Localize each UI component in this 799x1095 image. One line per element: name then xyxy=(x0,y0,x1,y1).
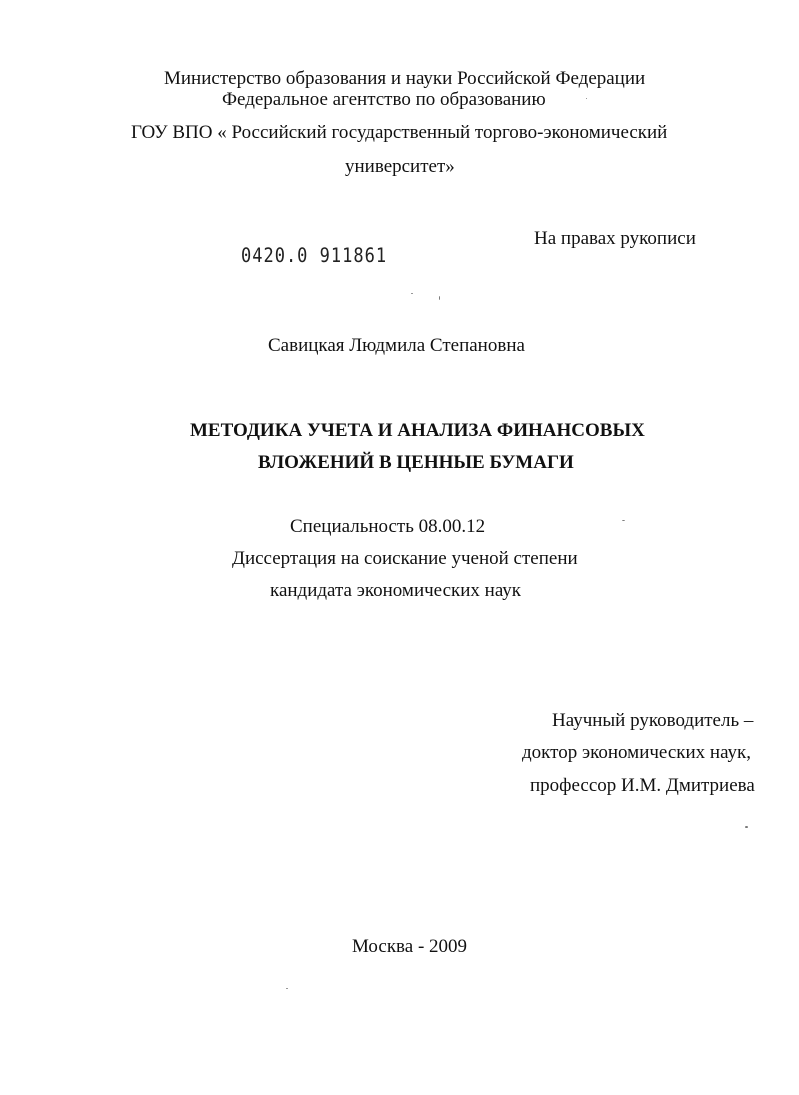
supervisor-line-1: Научный руководитель – xyxy=(552,710,754,731)
scan-speck xyxy=(286,988,288,989)
agency-line: Федеральное агентство по образованию xyxy=(222,89,546,110)
scan-speck xyxy=(439,296,440,300)
specialty-line: Специальность 08.00.12 xyxy=(290,516,486,537)
supervisor-line-2: доктор экономических наук, xyxy=(522,742,752,763)
dissertation-degree-line-2: кандидата экономических наук xyxy=(270,580,522,601)
scan-speck xyxy=(745,826,748,828)
university-line-2: университет» xyxy=(345,156,455,177)
rights-note: На правах рукописи xyxy=(534,228,696,249)
supervisor-line-3: профессор И.М. Дмитриева xyxy=(530,775,755,796)
registration-stamp-number: 0420.0 911861 xyxy=(241,244,388,268)
author-name: Савицкая Людмила Степановна xyxy=(268,335,525,356)
dissertation-title-line-2: ВЛОЖЕНИЙ В ЦЕННЫЕ БУМАГИ xyxy=(258,452,574,473)
city-year: Москва - 2009 xyxy=(352,936,468,957)
dissertation-title-line-1: МЕТОДИКА УЧЕТА И АНАЛИЗА ФИНАНСОВЫХ xyxy=(190,420,645,441)
scan-speck xyxy=(622,520,625,521)
university-line-1: ГОУ ВПО « Российский государственный торгово-экономический xyxy=(131,122,668,143)
scan-speck xyxy=(411,293,413,294)
scan-speck xyxy=(586,98,587,99)
dissertation-degree-line-1: Диссертация на соискание ученой степени xyxy=(232,548,578,569)
ministry-line: Министерство образования и науки Российской Федерации xyxy=(164,68,646,89)
